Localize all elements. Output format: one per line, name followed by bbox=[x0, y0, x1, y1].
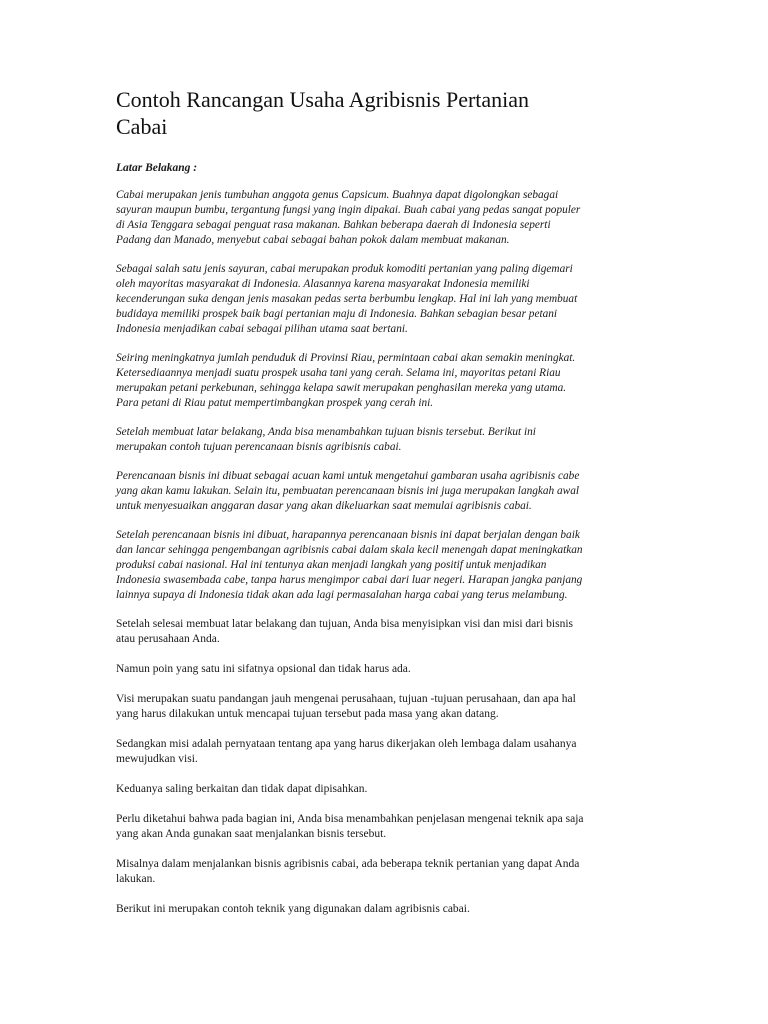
paragraph-cabai-komoditi: Sebagai salah satu jenis sayuran, cabai merupakan produk komoditi pertanian yang paling digemari oleh mayoritas masyarakat di Indonesia. Alasannya karena masyarakat Indonesia memiliki kecenderungan suka dengan jenis masakan pedas serta berbumbu lengkap. Hal ini lah yang membuat budidaya memiliki prospek baik bagi pertanian maju di Indonesia. Bahkan sebagian besar petani Indonesia menjadikan cabai sebagai pilihan utama saat bertani. bbox=[116, 263, 578, 335]
paragraph-opsional: Namun poin yang satu ini sifatnya opsional dan tidak harus ada. bbox=[116, 663, 411, 675]
paragraph-teknik-intro: Perlu diketahui bahwa pada bagian ini, Anda bisa menambahkan penjelasan mengenai teknik apa saja yang akan Anda gunakan saat menjalankan bisnis tersebut. bbox=[116, 813, 584, 840]
paragraph-misi-definisi: Sedangkan misi adalah pernyataan tentang apa yang harus dikerjakan oleh lembaga dalam usahanya mewujudkan visi. bbox=[116, 738, 577, 765]
paragraph-tujuan-acuan: Perencanaan bisnis ini dibuat sebagai acuan kami untuk mengetahui gambaran usaha agribisnis cabe yang akan kamu lakukan. Selain itu, pembuatan perencanaan bisnis ini juga merupakan langkah awal untuk menyesuaikan anggaran dasar yang akan dikeluarkan saat memulai agribisnis cabai. bbox=[116, 470, 580, 512]
paragraph-cabai-intro: Cabai merupakan jenis tumbuhan anggota genus Capsicum. Buahnya dapat digolongkan sebagai sayuran maupun bumbu, tergantung fungsi yang ingin dipakai. Buah cabai yang pedas sangat populer di Asia Tenggara sebagai penguat rasa makanan. Bahkan beberapa daerah di Indonesia seperti Padang dan Manado, menyebut cabai sebagai bahan pokok dalam membuat makanan. bbox=[116, 189, 581, 246]
document-title: Contoh Rancangan Usaha Agribisnis Pertanian Cabai bbox=[116, 87, 530, 139]
paragraph-riau: Seiring meningkatnya jumlah penduduk di Provinsi Riau, permintaan cabai akan semakin meningkat. Ketersediaannya menjadi suatu prospek usaha tani yang cerah. Selama ini, mayoritas petani Riau merupakan petani perkebunan, sehingga kelapa sawit merupakan penghasilan mereka yang utama. Para petani di Riau patut mempertimbangkan prospek yang cerah ini. bbox=[116, 352, 576, 409]
paragraph-visi-definisi: Visi merupakan suatu pandangan jauh mengenai perusahaan, tujuan -tujuan perusahaan, dan apa hal yang harus dilakukan untuk mencapai tujuan tersebut pada masa yang akan datang. bbox=[116, 693, 576, 720]
paragraph-keterkaitan: Keduanya saling berkaitan dan tidak dapat dipisahkan. bbox=[116, 783, 368, 795]
document-page bbox=[116, 86, 656, 932]
paragraph-visi-misi-intro: Setelah selesai membuat latar belakang dan tujuan, Anda bisa menyisipkan visi dan misi dari bisnis atau perusahaan Anda. bbox=[116, 618, 574, 645]
paragraph-tujuan-harapan: Setelah perencanaan bisnis ini dibuat, harapannya perencanaan bisnis ini dapat berjalan dengan baik dan lancar sehingga pengembangan agribisnis cabai dalam skala kecil menengah dapat meningkatkan produksi cabai nasional. Hal ini tentunya akan menjadi langkah yang positif untuk menjadikan Indonesia swasembada cabe, tanpa harus mengimpor cabai dari luar negeri. Harapan jangka panjang lainnya supaya di Indonesia tidak akan ada lagi permasalahan harga cabai yang terus melambung. bbox=[116, 529, 583, 601]
paragraph-tujuan-intro: Setelah membuat latar belakang, Anda bisa menambahkan tujuan bisnis tersebut. Berikut ini merupakan contoh tujuan perencanaan bisnis agribisnis cabai. bbox=[116, 426, 536, 453]
paragraph-teknik-contoh: Misalnya dalam menjalankan bisnis agribisnis cabai, ada beberapa teknik pertanian yang dapat Anda lakukan. bbox=[116, 858, 580, 885]
paragraph-teknik-berikut: Berikut ini merupakan contoh teknik yang digunakan dalam agribisnis cabai. bbox=[116, 903, 470, 915]
section-heading-latar-belakang: Latar Belakang : bbox=[116, 162, 198, 174]
